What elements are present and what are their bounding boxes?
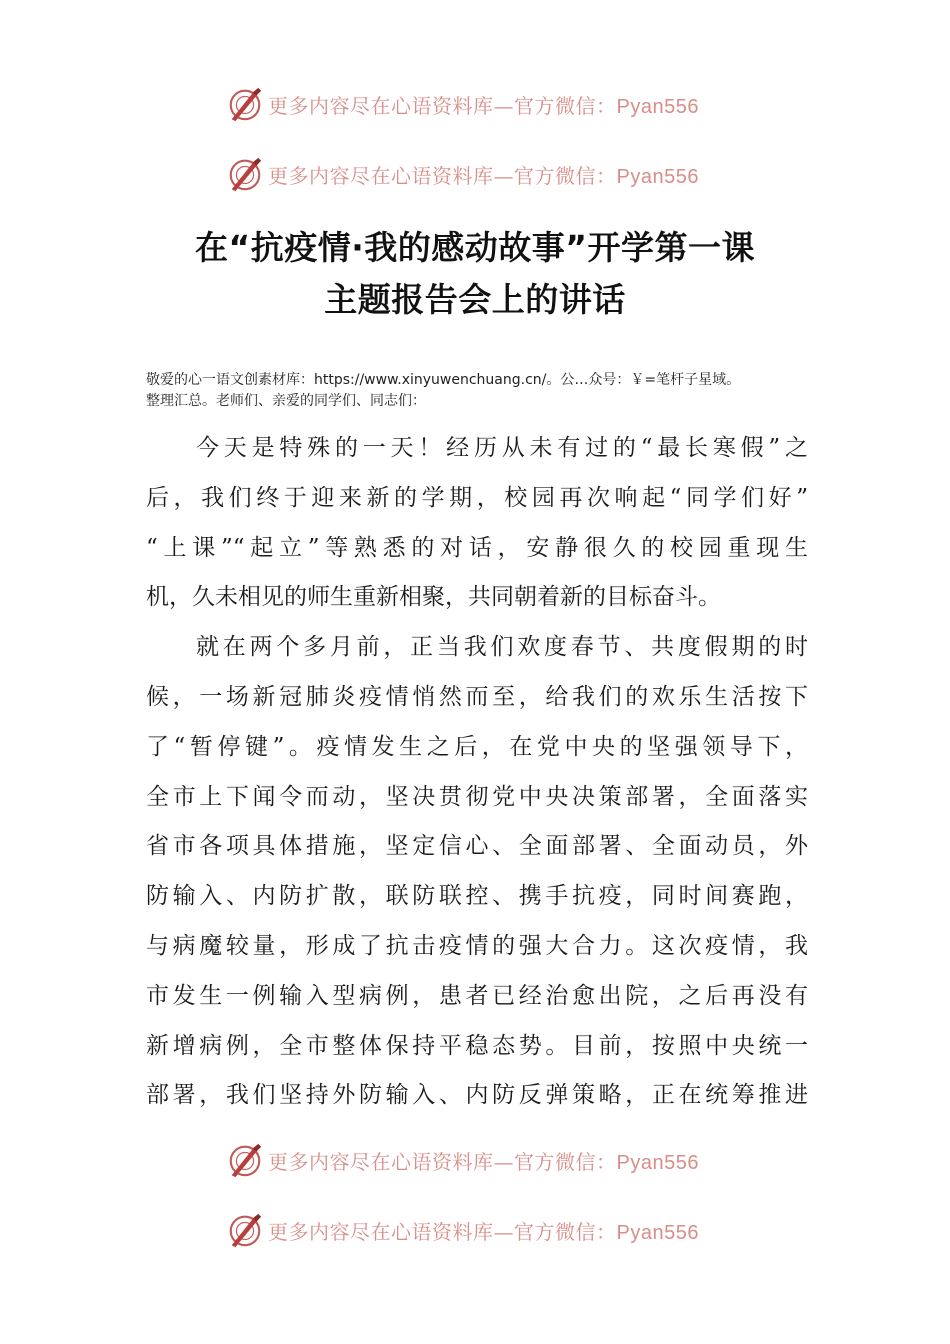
body-line: 新增病例，全市整体保持平稳态势。目前，按照中央统一	[146, 1032, 808, 1059]
watermark-banner	[226, 84, 746, 124]
pen-logo-icon	[226, 85, 264, 123]
body-line: “上课”“起立”等熟悉的对话，安静很久的校园重现生	[146, 534, 808, 561]
watermark-text: 更多内容尽在心语资料库—官方微信：Pyan556	[268, 1149, 699, 1174]
pen-logo-icon	[226, 1211, 264, 1249]
body-line: 就在两个多月前，正当我们欢度春节、共度假期的时	[196, 634, 808, 661]
body-line: 今天是特殊的一天！经历从未有过的“最长寒假”之	[196, 435, 808, 461]
body-line: 部署，我们坚持外防输入、内防反弹策略，正在统筹推进	[146, 1082, 808, 1109]
watermark-banner	[226, 154, 746, 194]
intro-line: 敬爱的心一语文创素材库：https://www.xinyuwenchuang.cn/。公…众号：￥=笔杆子星域。	[146, 372, 741, 388]
body-line: 市发生一例输入型病例，患者已经治愈出院，之后再没有	[146, 982, 808, 1009]
title-line: 在“抗疫情·我的感动故事”开学第一课	[195, 228, 755, 267]
body-line: 了“暂停键”。疫情发生之后，在党中央的坚强领导下，	[146, 733, 808, 760]
body-line: 防输入、内防扩散，联防联控、携手抗疫，同时间赛跑，	[146, 883, 808, 910]
body-line: 候，一场新冠肺炎疫情悄然而至，给我们的欢乐生活按下	[146, 683, 808, 710]
body-text	[146, 424, 808, 1121]
watermark-text: 更多内容尽在心语资料库—官方微信：Pyan556	[268, 163, 699, 188]
intro-paragraph	[146, 370, 816, 412]
intro-line: 整理汇总。老师们、亲爱的同学们、同志们：	[146, 393, 426, 409]
body-line: 省市各项具体措施，坚定信心、全面部署、全面动员，外	[146, 833, 808, 860]
body-line: 后，我们终于迎来新的学期，校园再次响起“同学们好”	[146, 484, 808, 511]
body-line: 与病魔较量，形成了抗击疫情的强大合力。这次疫情，我	[146, 932, 808, 959]
body-line: 机，久未相见的师生重新相聚，共同朝着新的目标奋斗。	[146, 584, 721, 611]
watermark-text: 更多内容尽在心语资料库—官方微信：Pyan556	[268, 93, 699, 118]
pen-logo-icon	[226, 1141, 264, 1179]
pen-logo-icon	[226, 155, 264, 193]
title-line: 主题报告会上的讲话	[324, 280, 626, 319]
watermark-text: 更多内容尽在心语资料库—官方微信：Pyan556	[268, 1219, 699, 1244]
body-line: 全市上下闻令而动，坚决贯彻党中央决策部署，全面落实	[146, 783, 808, 810]
watermark-banner	[226, 1140, 746, 1180]
document-title	[80, 222, 870, 326]
watermark-banner	[226, 1210, 746, 1250]
